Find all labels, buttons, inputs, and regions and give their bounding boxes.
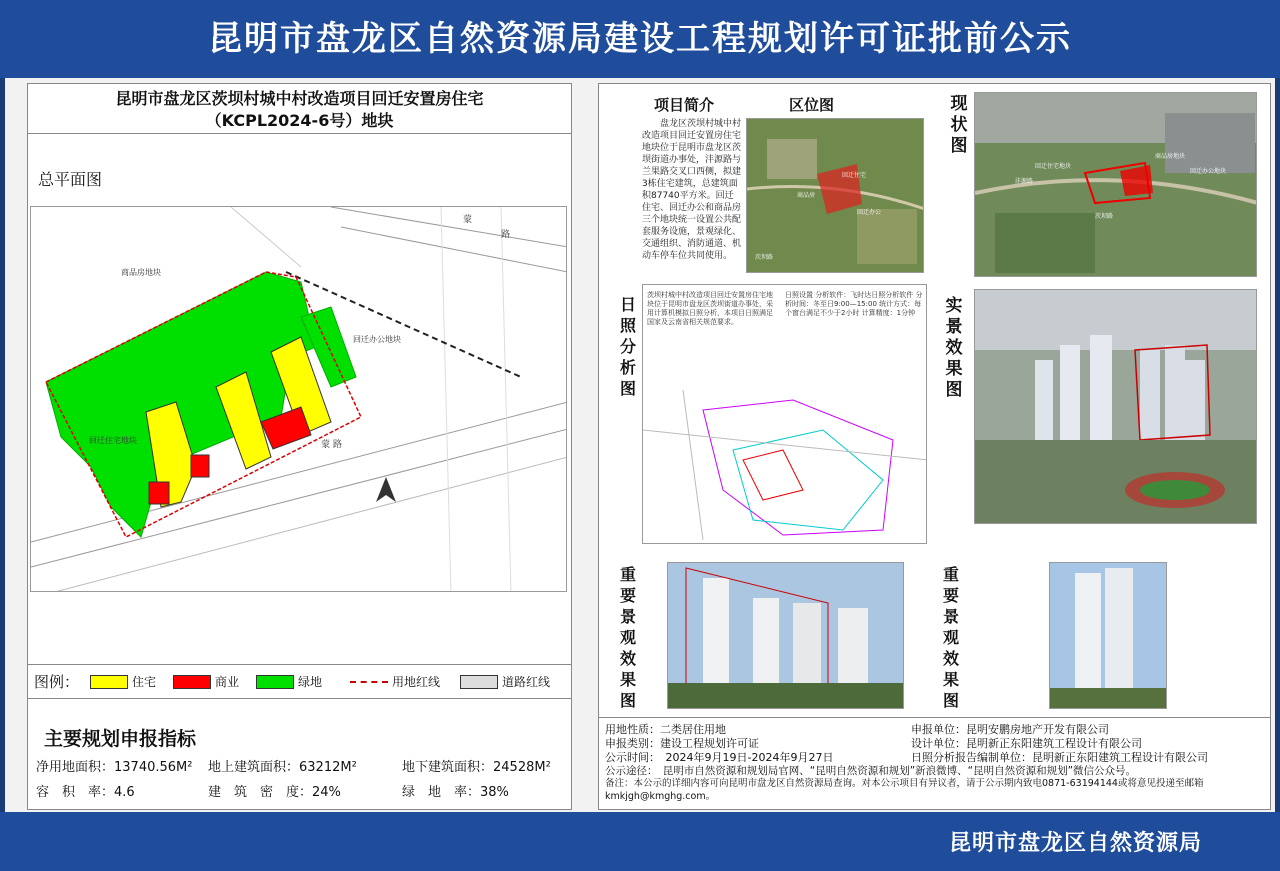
info-land-use: 用地性质：二类居住用地 <box>605 723 726 736</box>
info-period: 公示时间： 2024年9月19日-2024年9月27日 <box>605 751 834 764</box>
legend-swatch <box>90 675 128 689</box>
location-tag: 回迁办公 <box>857 209 882 216</box>
status-label: 现状图 <box>950 94 968 156</box>
key-view-drawing-2 <box>1050 563 1167 709</box>
legend-label: 用地红线 <box>392 675 441 689</box>
info-application-type: 申报类别：建设工程规划许可证 <box>605 737 759 750</box>
sunlight-text-left: 茨坝村城中村改造项目回迁安置房住宅地块位于昆明市盘龙区茨坝街道办事处，采用计算机模拟日照分析，本项目日照满足国家及云南省相关规范要求。 <box>647 291 773 326</box>
page-footer <box>0 812 1280 871</box>
project-intro-label: 项目简介 <box>654 96 715 114</box>
legend-label: 商业 <box>215 675 240 689</box>
legend-swatch <box>350 681 388 683</box>
map-label-road-a: 蒙 <box>463 215 473 225</box>
project-intro-text: 盘龙区茨坝村城中村改造项目回迁安置房住宅地块位于昆明市盘龙区茨坝街道办事处，沣源路与兰果路交叉口西侧，拟建3栋住宅建筑，总建筑面积87740平方米。回迁住宅、回迁办公和商品房三个地块统一设置公共配套服务设施，景观绿化、交通组织、消防通道、机动车停车位共同使用。 <box>642 119 742 261</box>
commercial-block <box>191 455 209 477</box>
status-tag: 回迁办公地块 <box>1190 168 1227 175</box>
status-tag: 商品房地块 <box>1155 153 1186 160</box>
realistic-rendering-drawing <box>975 290 1257 524</box>
location-tag: 茨坝路 <box>755 254 774 261</box>
legend-label: 绿地 <box>298 675 323 689</box>
map-label-commercial: 商品房地块 <box>121 268 161 277</box>
indicators-title: 主要规划申报指标 <box>44 728 197 750</box>
location-label: 区位图 <box>789 96 835 114</box>
metric-underground-area: 地下建筑面积：24528M² <box>402 760 551 775</box>
rendering-label: 实景效果图 <box>945 296 963 400</box>
location-tag: 回迁住宅 <box>842 172 867 179</box>
legend-item-commercial <box>173 673 239 690</box>
map-label-road-b: 路 <box>501 230 511 240</box>
notice-info <box>599 717 1270 809</box>
site-plan-drawing <box>31 207 567 592</box>
site-plan-label: 总平面图 <box>38 170 103 189</box>
legend <box>28 664 571 699</box>
info-sunlight-unit: 日照分析报告编制单位：昆明新正东阳建筑工程设计有限公司 <box>911 751 1208 764</box>
legend-title: 图例： <box>34 673 80 691</box>
legend-item-residential <box>90 673 156 690</box>
key-view-label-2: 重要景观效果图 <box>942 565 959 710</box>
sunlight-diagram <box>643 390 927 540</box>
road-line <box>231 207 301 267</box>
metric-green-ratio: 绿 地 率：38% <box>402 785 509 800</box>
key-view-label-1: 重要景观效果图 <box>619 565 636 710</box>
metric-net-land-area: 净用地面积：13740.56M² <box>36 760 193 775</box>
info-panel <box>598 83 1271 810</box>
legend-label: 道路红线 <box>502 675 551 689</box>
metric-building-density: 建 筑 密 度：24% <box>208 785 341 800</box>
info-channels: 公示途径： 昆明市自然资源和规划局官网、“昆明自然资源和规划”新浪微博、“昆明自然资源和规划”微信公众号。 <box>605 765 1137 777</box>
road-line <box>441 207 451 592</box>
legend-item-property-line <box>350 673 440 690</box>
key-view-image-2 <box>1049 562 1167 709</box>
site-plan-panel <box>27 83 572 810</box>
project-title-line1: 昆明市盘龙区茨坝村城中村改造项目回迁安置房住宅 <box>115 89 484 108</box>
metric-far: 容 积 率：4.6 <box>36 785 135 800</box>
status-tag: 茨坝路 <box>1095 213 1114 220</box>
legend-swatch <box>460 675 498 689</box>
site-plan-map <box>30 206 567 592</box>
footer-org: 昆明市盘龙区自然资源局 <box>948 831 1202 856</box>
project-title-line2: （KCPL2024-6号）地块 <box>205 111 394 130</box>
road-line <box>501 207 511 592</box>
commercial-block <box>149 482 169 504</box>
location-map-image <box>746 118 924 273</box>
map-label-housing: 回迁住宅地块 <box>89 436 137 445</box>
status-aerial-image <box>974 92 1257 277</box>
status-tag: 沣源路 <box>1015 178 1034 185</box>
location-map-drawing <box>747 119 924 273</box>
legend-label: 住宅 <box>132 675 157 689</box>
metric-above-ground-area: 地上建筑面积：63212M² <box>208 760 357 775</box>
notice-sheet <box>5 78 1275 812</box>
page-banner-title: 昆明市盘龙区自然资源局建设工程规划许可证批前公示 <box>0 0 1280 78</box>
legend-swatch <box>173 675 211 689</box>
key-view-drawing-1 <box>668 563 904 709</box>
location-tag: 商品房 <box>797 192 816 199</box>
legend-item-green <box>256 673 322 690</box>
legend-item-road-line <box>460 673 550 690</box>
info-note: 备注：本公示的详细内容可向昆明市盘龙区自然资源局查询。对本公示项目有异议者，请于公示期内致电0871-63194144或将意见投递至邮箱kmkjgh@kmghg.com。 <box>605 778 1204 802</box>
road-line <box>341 227 567 272</box>
legend-swatch <box>256 675 294 689</box>
info-applicant: 申报单位：昆明安鹏房地产开发有限公司 <box>911 723 1109 736</box>
realistic-rendering-image <box>974 289 1257 524</box>
sunlight-text-right: 日照设置 分析软件：飞时达日照分析软件 分析时间：冬至日9:00—15:00 统计方式：每个窗台满足不少于2小时 计算精度：1分钟 <box>785 291 923 317</box>
north-arrow-icon <box>376 477 396 502</box>
sunlight-label: 日照分析图 <box>619 295 636 398</box>
sunlight-analysis-image <box>642 284 927 544</box>
map-label-office: 回迁办公地块 <box>353 335 401 344</box>
map-label-road-c: 蒙 路 <box>321 440 342 450</box>
info-designer: 设计单位：昆明新正东阳建筑工程设计有限公司 <box>911 737 1142 750</box>
status-tag: 回迁住宅地块 <box>1035 163 1072 170</box>
status-aerial-drawing <box>975 93 1257 277</box>
project-title <box>28 84 571 134</box>
road-line <box>331 207 567 247</box>
key-view-image-1 <box>667 562 904 709</box>
